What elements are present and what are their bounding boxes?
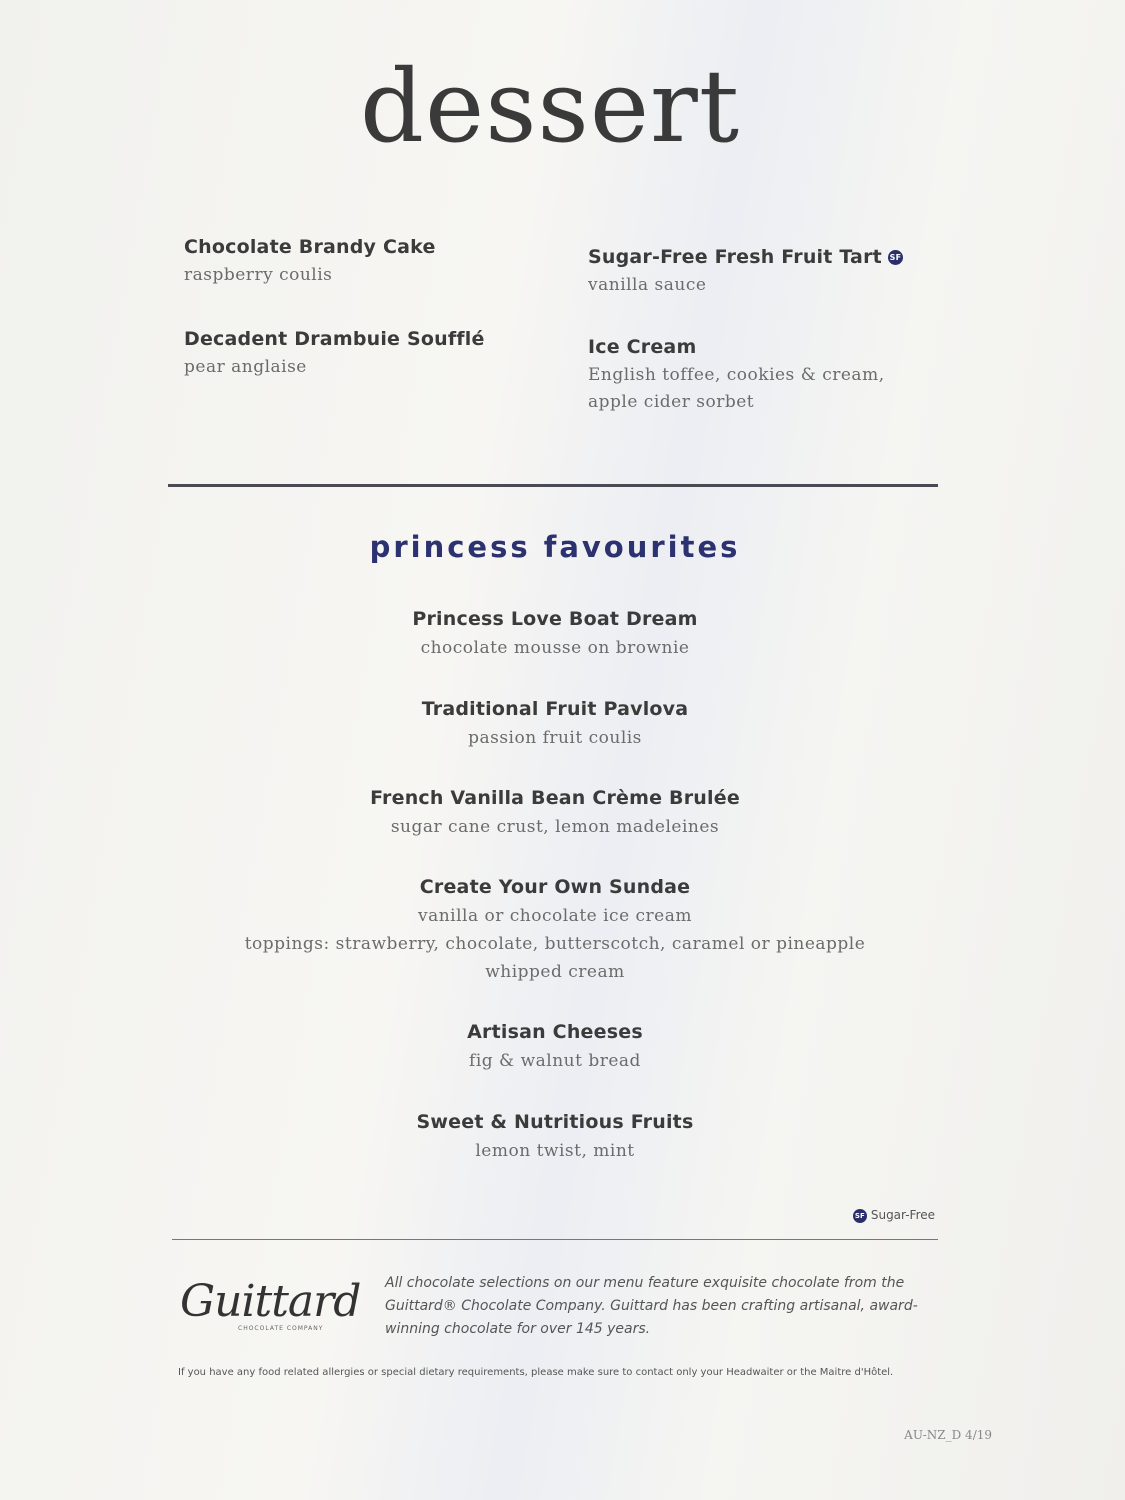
menu-code: AU-NZ_D 4/19: [904, 1428, 992, 1442]
sugar-free-icon: SF: [888, 250, 903, 265]
item-name: Artisan Cheeses: [467, 1021, 643, 1043]
item-desc: lemon twist, mint: [475, 1141, 635, 1161]
footer-divider: [172, 1239, 938, 1240]
section-title: princess favourites: [369, 530, 741, 564]
item-desc: vanilla sauce: [588, 275, 707, 295]
favourite-item: [0, 1111, 1110, 1165]
item-name: Decadent Drambuie Soufflé: [184, 328, 485, 350]
item-name: Ice Cream: [588, 336, 697, 358]
item-name: Sweet & Nutritious Fruits: [416, 1111, 694, 1133]
item-desc: English toffee, cookies & cream, apple cider sorbet: [588, 365, 885, 412]
item-desc: fig & walnut bread: [469, 1051, 641, 1071]
item-name: [588, 246, 903, 268]
item-name-text: Sugar-Free Fresh Fruit Tart: [588, 246, 882, 268]
legend-label: Sugar-Free: [870, 1208, 935, 1222]
dessert-item: [184, 328, 485, 381]
item-name: Chocolate Brandy Cake: [184, 236, 436, 258]
logo-subtitle: CHOCOLATE COMPANY: [238, 1325, 324, 1332]
item-name: French Vanilla Bean Crème Brulée: [370, 787, 740, 809]
dessert-item: [184, 236, 436, 289]
item-desc: chocolate mousse on brownie: [420, 638, 690, 658]
favourite-item: [0, 608, 1110, 662]
sugar-free-icon: SF: [853, 1209, 867, 1223]
item-desc: passion fruit coulis: [468, 728, 642, 748]
item-name: Create Your Own Sundae: [419, 876, 691, 898]
chocolate-note: All chocolate selections on our menu feature exquisite chocolate from the Guittard® Chocolate Company. Guittard has been crafting artisanal, award-winning chocolate for over 145 years.: [385, 1275, 918, 1337]
favourite-item: [0, 787, 1110, 841]
item-desc: whipped cream: [485, 962, 625, 982]
favourite-item: [0, 1021, 1110, 1075]
item-desc: pear anglaise: [184, 357, 307, 377]
item-name: Traditional Fruit Pavlova: [421, 698, 689, 720]
sugar-free-legend: [853, 1208, 935, 1223]
favourite-item: [0, 876, 1110, 986]
item-desc: vanilla or chocolate ice cream: [417, 906, 693, 926]
dessert-item: [588, 246, 903, 299]
page-title: dessert: [360, 48, 740, 165]
favourite-item: [0, 698, 1110, 752]
dessert-item: [588, 336, 888, 416]
logo-wordmark: Guittard: [180, 1276, 361, 1327]
item-name: Princess Love Boat Dream: [412, 608, 698, 630]
section-divider: [168, 484, 938, 487]
guittard-logo: [180, 1275, 365, 1345]
item-desc: sugar cane crust, lemon madeleines: [390, 817, 720, 837]
item-desc: toppings: strawberry, chocolate, butterscotch, caramel or pineapple: [244, 934, 866, 954]
allergy-note: If you have any food related allergies or special dietary requirements, please make sure to contact only your Headwaiter or the Maitre d'Hôtel.: [178, 1367, 894, 1378]
item-desc: raspberry coulis: [184, 265, 333, 285]
